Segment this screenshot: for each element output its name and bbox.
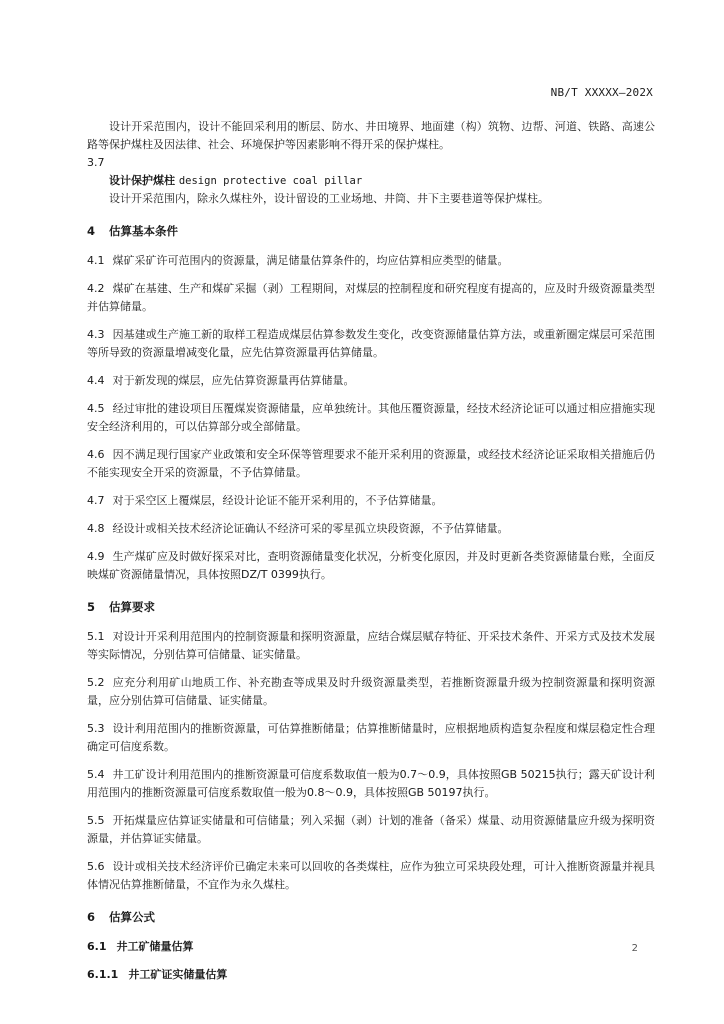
- subsection-6-1-1-heading: [87, 966, 655, 984]
- page-content: [87, 118, 655, 994]
- clause-text: 生产煤矿应及时做好探采对比，查明资源储量变化状况，分析变化原因，并及时更新各类资源储量台账，全面反映煤矿资源储量情况，具体按照DZ/T 0399执行。: [87, 550, 655, 581]
- section-6-title: 估算公式: [109, 910, 155, 924]
- clause-5-2: [87, 674, 655, 710]
- clause-text: 对于新发现的煤层，应先估算资源量再估算储量。: [112, 374, 355, 387]
- clause-4-2: [87, 280, 655, 316]
- term-title-en: design protective coal pillar: [178, 175, 363, 187]
- standard-code: NB/T XXXXX—202X: [550, 86, 653, 99]
- clause-5-4: [87, 766, 655, 802]
- term-title-cn: 设计保护煤柱: [109, 174, 175, 187]
- clause-5-5: [87, 812, 655, 848]
- clause-number: 5.6: [87, 860, 105, 873]
- section-4-title: 估算基本条件: [109, 224, 178, 238]
- section-4-heading: [87, 222, 655, 240]
- clause-text: 对设计开采利用范围内的控制资源量和探明资源量，应结合煤层赋存特征、开采技术条件、开采方式及技术发展等实际情况，分别估算可信储量、证实储量。: [87, 630, 655, 661]
- clause-number: 4.7: [87, 494, 105, 507]
- clause-4-4: [87, 372, 655, 390]
- page-number: 2: [631, 943, 638, 954]
- subsection-number: 6.1.1: [87, 968, 119, 981]
- clause-text: 开拓煤量应估算证实储量和可信储量；列入采掘（剥）计划的准备（备采）煤量、动用资源储量应升级为探明资源量，并估算证实储量。: [87, 814, 655, 845]
- term-number: 3.7: [87, 156, 105, 169]
- clause-text: 煤矿采矿许可范围内的资源量，满足储量估算条件的，均应估算相应类型的储量。: [112, 254, 509, 267]
- clause-text: 煤矿在基建、生产和煤矿采掘（剥）工程期间，对煤层的控制程度和研究程度有提高的，应及时升级资源量类型并估算储量。: [87, 282, 655, 313]
- section-4-number: 4: [87, 224, 96, 238]
- subsection-title: 井工矿证实储量估算: [128, 968, 228, 981]
- clause-text: 经设计或相关技术经济论证确认不经济可采的零星孤立块段资源，不予估算储量。: [112, 522, 509, 535]
- term-title: [109, 172, 655, 190]
- section-6-number: 6: [87, 910, 96, 924]
- intro-paragraph: 设计开采范围内，设计不能回采利用的断层、防水、井田境界、地面建（构）筑物、边帮、河道、铁路、高速公路等保护煤柱及因法律、社会、环境保护等因素影响不得开采的保护煤柱。: [87, 120, 655, 151]
- section-5-heading: [87, 598, 655, 616]
- clause-number: 5.2: [87, 676, 105, 689]
- clause-4-6: [87, 446, 655, 482]
- clause-number: 5.5: [87, 814, 105, 827]
- clause-text: 井工矿设计利用范围内的推断资源量可信度系数取值一般为0.7～0.9，具体按照GB 50215执行；露天矿设计利用范围内的推断资源量可信度系数取值一般为0.8～0.9，具体按照GB 50197执行。: [87, 768, 655, 799]
- section-5-clauses: [87, 628, 655, 894]
- subsection-title: 井工矿储量估算: [116, 940, 194, 953]
- clause-text: 对于采空区上覆煤层，经设计论证不能开采利用的，不予估算储量。: [112, 494, 443, 507]
- clause-number: 4.8: [87, 522, 105, 535]
- subsection-6-1-heading: [87, 938, 655, 956]
- clause-text: 设计或相关技术经济评价已确定未来可以回收的各类煤柱，应作为独立可采块段处理，可计入推断资源量并视具体情况估算推断储量，不宜作为永久煤柱。: [87, 860, 655, 891]
- term-definition: 设计开采范围内，除永久煤柱外，设计留设的工业场地、井筒、井下主要巷道等保护煤柱。: [109, 192, 549, 205]
- clause-4-1: [87, 252, 655, 270]
- clause-5-3: [87, 720, 655, 756]
- clause-number: 4.5: [87, 402, 105, 415]
- clause-5-6: [87, 858, 655, 894]
- clause-text: 经过审批的建设项目压覆煤炭资源储量，应单独统计。其他压覆资源量，经技术经济论证可以通过相应措施实现安全经济利用的，可以估算部分或全部储量。: [87, 402, 655, 433]
- section-5-number: 5: [87, 600, 96, 614]
- clause-number: 5.4: [87, 768, 105, 781]
- subsection-number: 6.1: [87, 940, 107, 953]
- clause-4-5: [87, 400, 655, 436]
- clause-number: 4.6: [87, 448, 105, 461]
- clause-number: 4.4: [87, 374, 105, 387]
- clause-5-1: [87, 628, 655, 664]
- clause-text: 应充分利用矿山地质工作、补充勘查等成果及时升级资源量类型，若推断资源量升级为控制资源量和探明资源量，应分别估算可信储量、证实储量。: [87, 676, 655, 707]
- section-6-heading: [87, 908, 655, 926]
- clause-number: 4.3: [87, 328, 105, 341]
- section-5-title: 估算要求: [109, 600, 155, 614]
- clause-number: 4.2: [87, 282, 105, 295]
- clause-number: 5.1: [87, 630, 105, 643]
- clause-4-9: [87, 548, 655, 584]
- clause-4-7: [87, 492, 655, 510]
- clause-text: 因基建或生产施工新的取样工程造成煤层估算参数发生变化，改变资源储量估算方法，或重新圈定煤层可采范围等所导致的资源量增减变化量，应先估算资源量再估算储量。: [87, 328, 655, 359]
- clause-4-8: [87, 520, 655, 538]
- clause-number: 5.3: [87, 722, 105, 735]
- clause-text: 设计利用范围内的推断资源量，可估算推断储量；估算推断储量时，应根据地质构造复杂程度和煤层稳定性合理确定可信度系数。: [87, 722, 655, 753]
- clause-text: 因不满足现行国家产业政策和安全环保等管理要求不能开采利用的资源量，或经技术经济论证采取相关措施后仍不能实现安全开采的资源量，不予估算储量。: [87, 448, 655, 479]
- clause-number: 4.9: [87, 550, 105, 563]
- section-4-clauses: [87, 252, 655, 584]
- clause-4-3: [87, 326, 655, 362]
- clause-number: 4.1: [87, 254, 105, 267]
